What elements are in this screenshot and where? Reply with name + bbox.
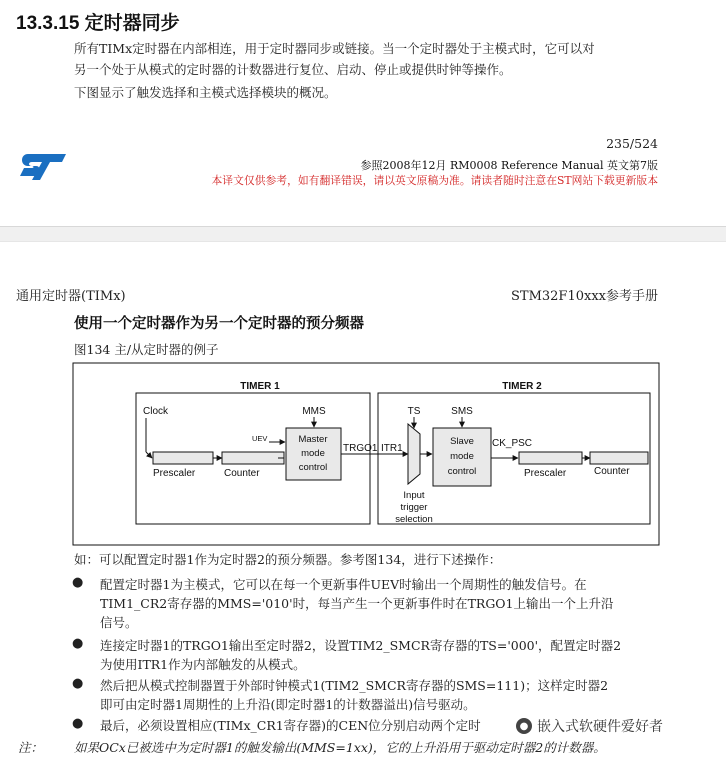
prescaler-1-box bbox=[153, 452, 213, 464]
page-divider bbox=[0, 226, 726, 242]
prescaler-2-box bbox=[519, 452, 582, 464]
paragraph-line: 另一个处于从模式的定时器的计数器进行复位、启动、停止或提供时钟等操作。 bbox=[74, 62, 512, 77]
counter-2-box bbox=[590, 452, 648, 464]
bullet-dot: ● bbox=[72, 716, 84, 731]
reference-line: 参照2008年12月 RM0008 Reference Manual 英文第7版 bbox=[360, 159, 658, 172]
clock-label: Clock bbox=[143, 406, 169, 417]
prescaler-2-label: Prescaler bbox=[524, 468, 567, 479]
figure-134 bbox=[72, 362, 662, 551]
timer2-title: TIMER 2 bbox=[502, 381, 542, 392]
ck-psc-label: CK_PSC bbox=[492, 438, 533, 449]
subheading: 使用一个定时器作为另一个定时器的预分频器 bbox=[74, 315, 364, 332]
reference-warning: 本译文仅供参考，如有翻译错误，请以英文原稿为准。请读者随时注意在ST网站下载更新版本 bbox=[211, 174, 658, 187]
input-trigger-line: selection bbox=[395, 514, 433, 525]
figure-caption: 图134 主/从定时器的例子 bbox=[74, 342, 219, 357]
sms-label: SMS bbox=[451, 406, 473, 417]
counter-1-box bbox=[222, 452, 284, 464]
master-box-line: mode bbox=[301, 448, 325, 459]
input-trigger-line: Input bbox=[403, 490, 425, 501]
section-heading: 13.3.15 定时器同步 bbox=[16, 13, 180, 34]
bullet-line: 最后，必须设置相应(TIMx_CR1寄存器)的CEN位分别启动两个定时 bbox=[100, 718, 481, 733]
wechat-icon: ● bbox=[516, 718, 532, 734]
slave-box-line: control bbox=[447, 466, 477, 477]
note-label: 注： bbox=[18, 740, 44, 755]
slave-box-line: mode bbox=[450, 451, 474, 462]
watermark bbox=[510, 716, 669, 736]
running-header-left: 通用定时器(TIMx) bbox=[16, 289, 126, 304]
bullet-line: 配置定时器1为主模式，它可以在每一个更新事件UEV时输出一个周期性的触发信号。在 bbox=[100, 577, 587, 592]
itr1-label: ITR1 bbox=[381, 443, 403, 454]
uev-label: UEV bbox=[252, 434, 268, 443]
bullet-line: 为使用ITR1作为内部触发的从模式。 bbox=[100, 657, 306, 672]
bullet-line: 即可由定时器1周期性的上升沿(即定时器1的计数器溢出)信号驱动。 bbox=[100, 697, 476, 712]
watermark-text: 嵌入式软硬件爱好者 bbox=[537, 719, 663, 735]
intro-paragraph bbox=[74, 38, 674, 80]
bullet-dot: ● bbox=[72, 575, 84, 590]
timer1-title: TIMER 1 bbox=[240, 381, 280, 392]
master-box-line: control bbox=[298, 462, 328, 473]
input-trigger-mux bbox=[408, 424, 420, 484]
bullet-line: 连接定时器1的TRGO1输出至定时器2，设置TIM2_SMCR寄存器的TS='000'，配置定时器2 bbox=[100, 638, 622, 653]
trgo1-label: TRGO1 bbox=[343, 443, 378, 454]
st-logo-shape bbox=[20, 154, 66, 180]
master-box-line: Master bbox=[298, 434, 328, 445]
clock-arrow bbox=[146, 452, 152, 458]
bullet-item bbox=[100, 636, 670, 674]
bullet-line: 然后把从模式控制器置于外部时钟模式1(TIM2_SMCR寄存器的SMS=111)；这样定时器2 bbox=[100, 678, 609, 693]
counter-1-label: Counter bbox=[224, 468, 260, 479]
bullet-item bbox=[100, 575, 670, 632]
operation-intro: 如：可以配置定时器1作为定时器2的预分频器。参考图134，进行下述操作： bbox=[74, 552, 502, 567]
mms-label: MMS bbox=[302, 406, 326, 417]
bullet-dot: ● bbox=[72, 636, 84, 651]
bullet-dot: ● bbox=[72, 676, 84, 691]
slave-box-line: Slave bbox=[450, 436, 474, 447]
st-logo bbox=[18, 150, 68, 186]
bullet-line: TIM1_CR2寄存器的MMS='010'时，每当产生一个更新事件时在TRGO1上输出一个上升沿 bbox=[100, 596, 614, 611]
counter-2-label: Counter bbox=[594, 466, 630, 477]
ts-label: TS bbox=[407, 406, 421, 417]
prescaler-1-label: Prescaler bbox=[153, 468, 196, 479]
note-text: 如果OCx已被选中为定时器1的触发输出(MMS=1xx)，它的上升沿用于驱动定时器2的计数器。 bbox=[74, 740, 606, 755]
overview-paragraph: 下图显示了触发选择和主模式选择模块的概况。 bbox=[74, 85, 337, 100]
paragraph-line: 所有TIMx定时器在内部相连，用于定时器同步或链接。当一个定时器处于主模式时，它可以对 bbox=[74, 41, 595, 56]
bullet-line: 信号。 bbox=[100, 615, 138, 630]
running-header-right: STM32F10xxx参考手册 bbox=[511, 289, 658, 304]
page-number: 235/524 bbox=[606, 136, 658, 151]
bullet-item bbox=[100, 676, 670, 714]
input-trigger-line: trigger bbox=[400, 502, 428, 513]
